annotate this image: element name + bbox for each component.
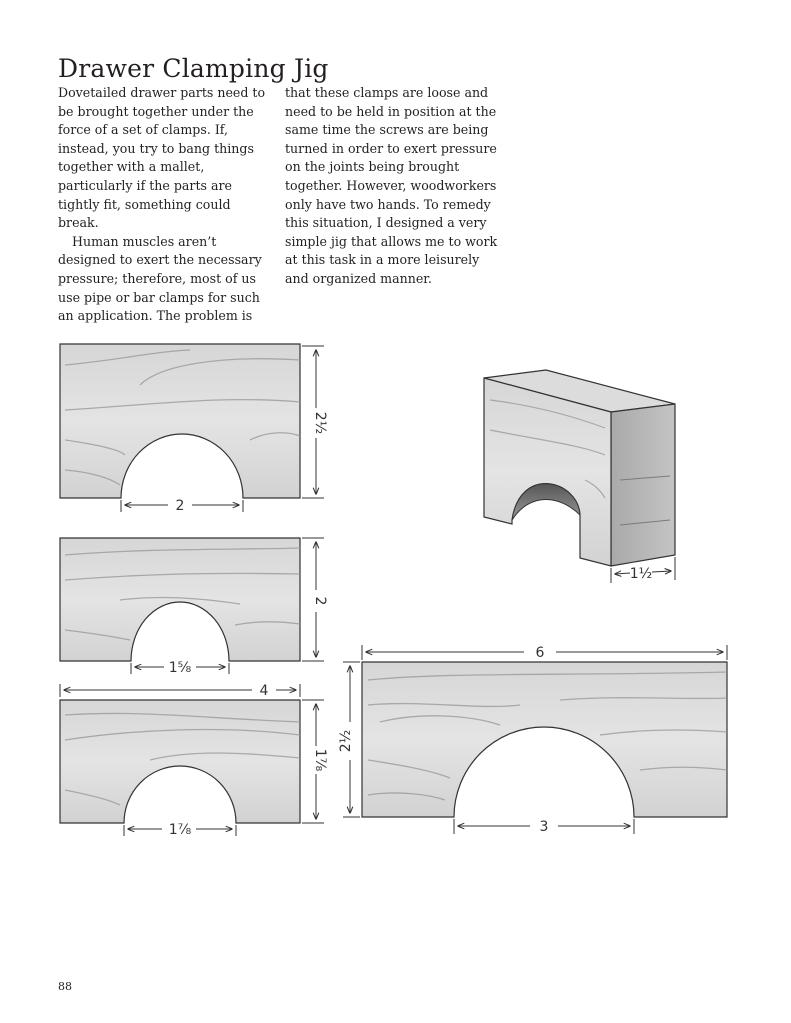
page-title: Drawer Clamping Jig — [58, 54, 329, 83]
jig-block-c — [60, 683, 328, 838]
jig-block-b — [60, 538, 328, 676]
dimension-height: 1⅞ — [312, 748, 328, 772]
dimension-height: 2½ — [338, 729, 354, 753]
block-face — [60, 700, 300, 823]
jig-block-a — [60, 344, 328, 514]
dimension-thickness: 1½ — [629, 566, 653, 582]
dimension-arch-width: 3 — [539, 819, 549, 835]
jig-isometric-view — [484, 370, 675, 583]
paragraph: Dovetailed drawer parts need to be brought together under the force of a set of clamps. If, instead, you try to bang things together with a mallet, particularly if the parts are tightly fit, something could break. — [58, 85, 266, 231]
dimension-arch-width: 2 — [175, 498, 185, 514]
dimension-height: 2 — [312, 596, 328, 606]
dimension-length: 4 — [259, 683, 269, 699]
dimension-length: 6 — [535, 645, 545, 661]
block-side — [611, 404, 675, 566]
dimension-height: 2½ — [312, 411, 328, 435]
block-face — [60, 538, 300, 661]
page-number: 88 — [58, 980, 72, 993]
jig-block-d — [338, 645, 727, 835]
dimension-arch-width: 1⅝ — [168, 660, 192, 676]
paragraph: that these clamps are loose and need to be held in position at the same time the screws are being turned in order to exert pressure on the joints being brought together. However, woodworkers only have two hands. To remedy this situation, I designed a very simple jig that allows me to work at this task in a more leisurely and organized manner. — [285, 85, 498, 286]
dimension-arch-width: 1⅞ — [168, 822, 192, 838]
paragraph: Human muscles aren’t designed to exert the necessary pressure; therefore, most of us use pipe or bar clamps for such an application. The problem is — [58, 233, 262, 324]
